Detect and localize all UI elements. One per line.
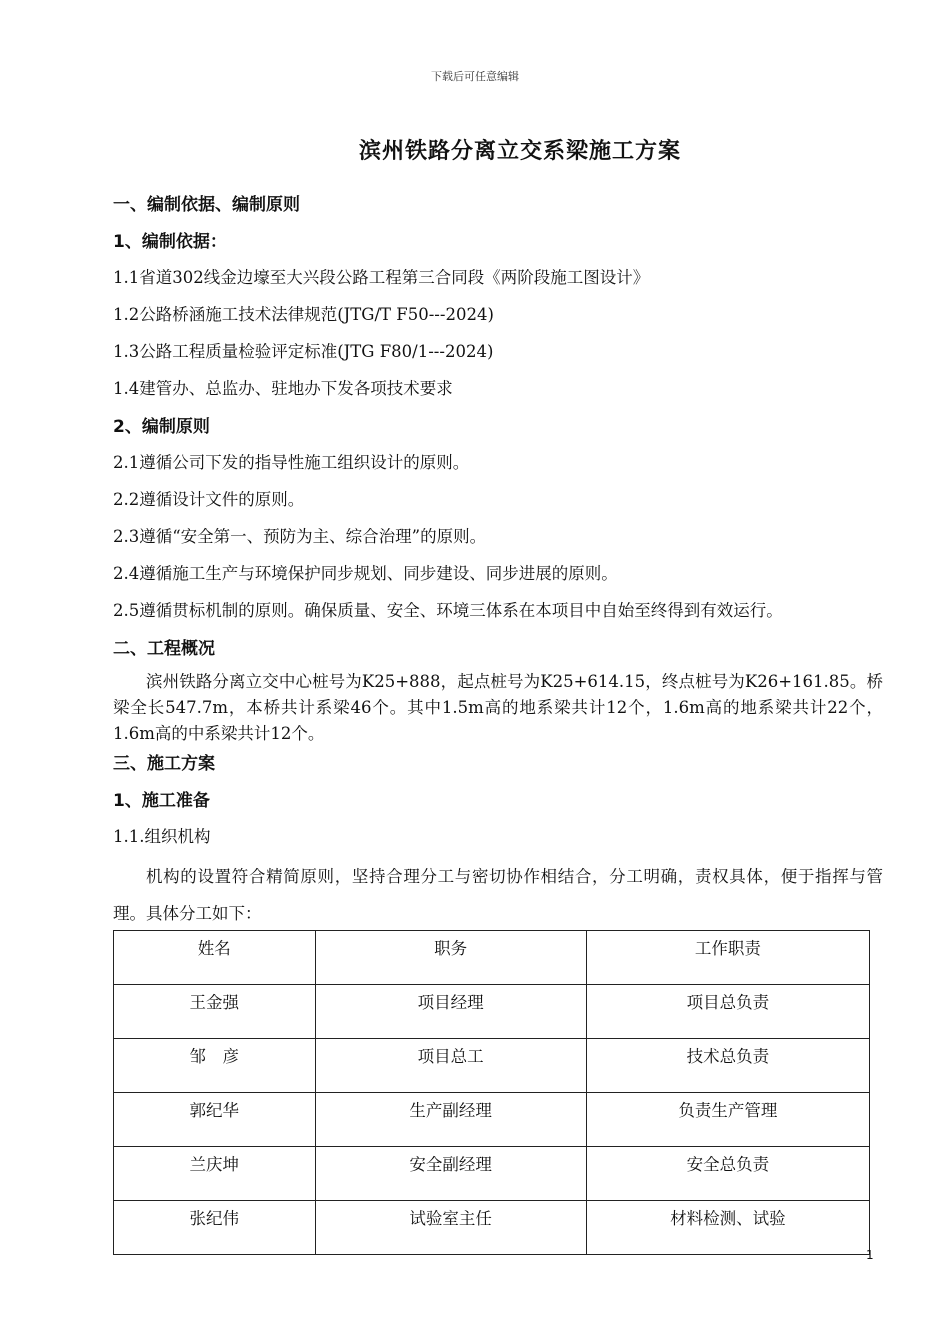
document-title: 滨州铁路分离立交系梁施工方案 bbox=[358, 138, 681, 164]
table-cell-position: 项目总工 bbox=[315, 1039, 586, 1093]
org-paragraph: 机构的设置符合精简原则，坚持合理分工与密切协作相结合，分工明确，责权具体，便于指挥与管理。具体分工如下： bbox=[113, 867, 883, 923]
organization-table bbox=[113, 930, 870, 1255]
page-number: 1 bbox=[866, 1248, 874, 1262]
table-cell-position: 项目经理 bbox=[315, 985, 586, 1039]
table-cell-name: 郭纪华 bbox=[114, 1093, 316, 1147]
table-cell-name: 王金强 bbox=[114, 985, 316, 1039]
table-row bbox=[114, 1147, 870, 1201]
table-cell-duty: 材料检测、试验 bbox=[586, 1201, 869, 1255]
overview-paragraph: 滨州铁路分离立交中心桩号为K25+888，起点桩号为K25+614.15，终点桩号为K26+161.85。桥梁全长547.7m，本桥共计系梁46个。其中1.5m高的地系梁共计12个，1.6m高的地系梁共计22个，1.6m高的中系梁共计12个。 bbox=[113, 672, 883, 743]
table-row bbox=[114, 1201, 870, 1255]
principle-item: 2.4遵循施工生产与环境保护同步规划、同步建设、同步进展的原则。 bbox=[113, 564, 618, 583]
section-heading-1: 一、编制依据、编制原则 bbox=[113, 195, 300, 215]
table-row bbox=[114, 1039, 870, 1093]
table-cell-duty: 项目总负责 bbox=[586, 985, 869, 1039]
section-heading-2: 二、工程概况 bbox=[113, 639, 215, 659]
table-cell-duty: 负责生产管理 bbox=[586, 1093, 869, 1147]
table-cell-name: 邹 彦 bbox=[114, 1039, 316, 1093]
table-row bbox=[114, 1093, 870, 1147]
principle-item: 2.1遵循公司下发的指导性施工组织设计的原则。 bbox=[113, 453, 470, 472]
basis-item: 1.2公路桥涵施工技术法律规范(JTG/T F50---2024) bbox=[113, 305, 494, 324]
table-row bbox=[114, 985, 870, 1039]
header-note: 下载后可任意编辑 bbox=[431, 70, 519, 83]
table-cell-position: 安全副经理 bbox=[315, 1147, 586, 1201]
basis-item: 1.4建管办、总监办、驻地办下发各项技术要求 bbox=[113, 379, 453, 398]
principle-item: 2.3遵循“安全第一、预防为主、综合治理”的原则。 bbox=[113, 527, 487, 546]
basis-item: 1.3公路工程质量检验评定标准(JTG F80/1---2024) bbox=[113, 342, 494, 361]
basis-item: 1.1省道302线金边壕至大兴段公路工程第三合同段《两阶段施工图设计》 bbox=[113, 268, 650, 287]
table-cell-name: 兰庆坤 bbox=[114, 1147, 316, 1201]
subheading-principles: 2、编制原则 bbox=[113, 417, 210, 437]
org-item-title: 1.1.组织机构 bbox=[113, 827, 211, 846]
subheading-basis: 1、编制依据： bbox=[113, 232, 227, 252]
table-cell-duty: 安全总负责 bbox=[586, 1147, 869, 1201]
subheading-preparation: 1、施工准备 bbox=[113, 791, 210, 811]
principle-item: 2.2遵循设计文件的原则。 bbox=[113, 490, 305, 509]
principle-item: 2.5遵循贯标机制的原则。确保质量、安全、环境三体系在本项目中自始至终得到有效运行。 bbox=[113, 601, 783, 620]
section-heading-3: 三、施工方案 bbox=[113, 754, 215, 774]
table-cell-duty: 技术总负责 bbox=[586, 1039, 869, 1093]
table-header-cell: 工作职责 bbox=[586, 931, 869, 985]
table-cell-name: 张纪伟 bbox=[114, 1201, 316, 1255]
table-header-row bbox=[114, 931, 870, 985]
table-header-cell: 姓名 bbox=[114, 931, 316, 985]
table-header-cell: 职务 bbox=[315, 931, 586, 985]
table-cell-position: 试验室主任 bbox=[315, 1201, 586, 1255]
table-cell-position: 生产副经理 bbox=[315, 1093, 586, 1147]
